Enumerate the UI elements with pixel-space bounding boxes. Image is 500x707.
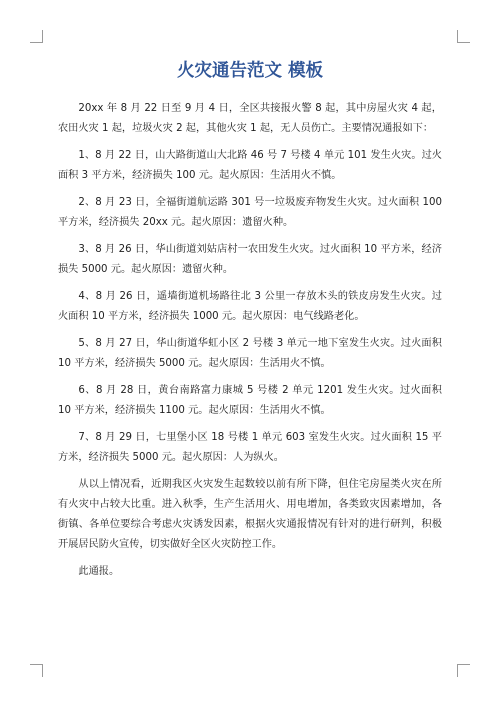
closing-line: 此通报。	[78, 566, 120, 577]
document-title: 火灾通告范文 模板	[176, 61, 324, 81]
page-corner-mark-top-left	[30, 30, 43, 43]
incident-item: 6、8 月 28 日，黄台南路富力康城 5 号楼 2 单元 1201 发生火灾。过火面积 10 平方米，经济损失 1100 元。起火原因：生活用火不慎。	[58, 385, 442, 416]
page-corner-mark-top-right	[457, 30, 470, 43]
incident-item: 4、8 月 26 日，遥墙街道机场路往北 3 公里一存放木头的铁皮房发生火灾。过火面积 10 平方米，经济损失 1000 元。起火原因：电气线路老化。	[58, 291, 442, 322]
incident-item: 5、8 月 27 日，华山街道华虹小区 2 号楼 3 单元一地下室发生火灾。过火面积 10 平方米，经济损失 5000 元。起火原因：生活用火不慎。	[58, 338, 442, 369]
incident-item: 7、8 月 29 日，七里堡小区 18 号楼 1 单元 603 室发生火灾。过火面积 15 平方米，经济损失 5000 元。起火原因：人为纵火。	[58, 432, 442, 463]
incident-item: 2、8 月 23 日，全福街道航运路 301 号一垃圾废弃物发生火灾。过火面积 100 平方米，经济损失 20xx 元。起火原因：遗留火种。	[58, 197, 442, 228]
summary-paragraph: 从以上情况看，近期我区火灾发生起数较以前有所下降，但住宅房屋类火灾在所有火灾中占较大比重。进入秋季，生产生活用火、用电增加，各类致灾因素增加，各街镇、各单位要综合考虑火灾诱发因素，根据火灾通报情况有针对的进行研判，积极开展居民防火宣传，切实做好全区火灾防控工作。	[58, 479, 442, 550]
page-corner-mark-bottom-left	[30, 664, 43, 677]
incident-item: 3、8 月 26 日，华山街道刘姑店村一农田发生火灾。过火面积 10 平方米，经济损失 5000 元。起火原因：遗留火种。	[58, 244, 442, 275]
incident-item: 1、8 月 22 日，山大路街道山大北路 46 号 7 号楼 4 单元 101 发生火灾。过火面积 3 平方米，经济损失 100 元。起火原因：生活用火不慎。	[58, 150, 442, 181]
page-corner-mark-bottom-right	[457, 664, 470, 677]
intro-paragraph: 20xx 年 8 月 22 日至 9 月 4 日，全区共接报火警 8 起，其中房屋火灾 4 起，农田火灾 1 起，垃圾火灾 2 起，其他火灾 1 起，无人员伤亡。主要情况通报如下：	[58, 103, 442, 134]
document-body	[58, 99, 442, 589]
